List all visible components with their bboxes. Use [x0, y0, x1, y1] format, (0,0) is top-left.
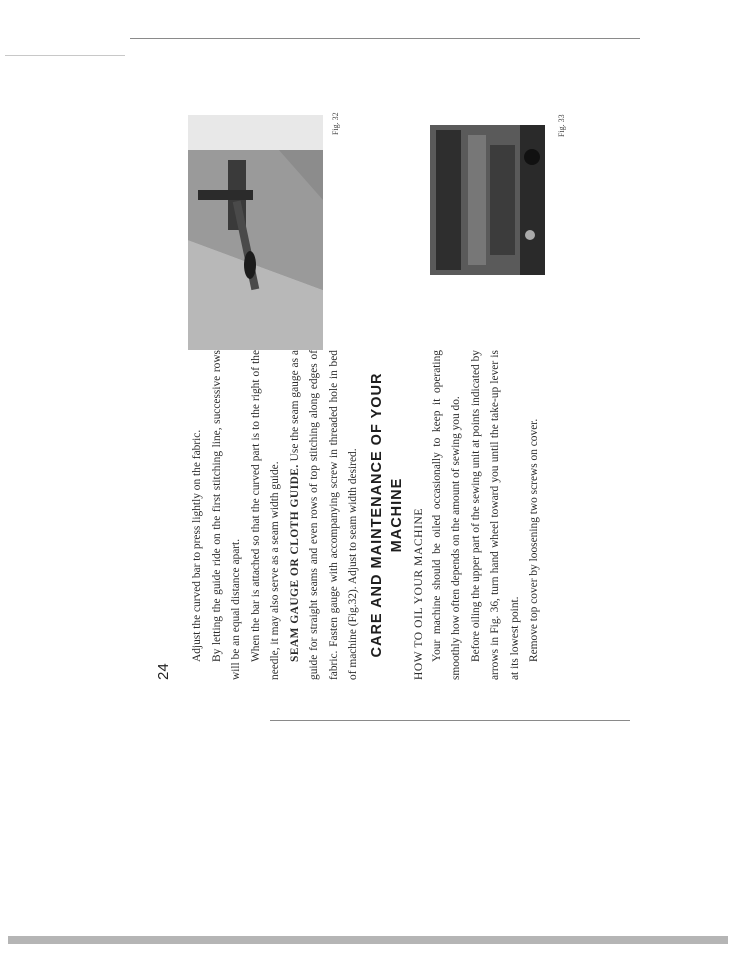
page-number: 24	[155, 663, 172, 680]
subheading: HOW TO OIL YOUR MACHINE	[412, 507, 425, 680]
seam-gauge-body: Use the seam gauge as a guide for straight seams and even rows of top stitching along edges of fabric. Fasten gauge with accompanying screw in threaded hole in bed of machine (Fig.32). Adjust to seam width desired.	[288, 350, 359, 680]
rotated-page-content	[155, 25, 735, 680]
top-left-dash	[5, 55, 125, 56]
section-heading: CARE AND MAINTENANCE OF YOUR MACHINE	[368, 372, 405, 658]
paragraph-1: Adjust the curved bar to press lightly on the fabric.	[191, 429, 203, 662]
paragraph-4	[286, 350, 364, 680]
paragraph-3: When the bar is attached so that the curved part is to the right of the needle, it may also serve as a seam width guide.	[249, 350, 281, 680]
paragraph-6: Before oiling the upper part of the sewing unit at points indicated by arrows in Fig. 36, turn hand wheel toward you until the take-up lever is at its lowest point.	[469, 350, 521, 680]
paragraph-5: Your machine should be oiled occasionally to keep it operating smoothly how often depends on the amount of sewing you do.	[430, 350, 462, 680]
bottom-scan-band	[8, 936, 728, 944]
fig33-photo	[430, 120, 550, 275]
paragraph-7: Remove top cover by loosening two screws on cover.	[528, 418, 540, 662]
fig32-photo	[188, 115, 323, 350]
fig33-caption: Fig. 33	[557, 114, 566, 137]
fig32-caption: Fig. 32	[331, 112, 340, 135]
bottom-rule	[270, 720, 630, 721]
paragraph-2: By letting the guide ride on the first stitching line, successive rows will be an equal distance apart.	[210, 350, 242, 680]
seam-gauge-lead: SEAM GAUGE OR CLOTH GUIDE.	[288, 464, 301, 662]
text-column	[188, 350, 545, 680]
